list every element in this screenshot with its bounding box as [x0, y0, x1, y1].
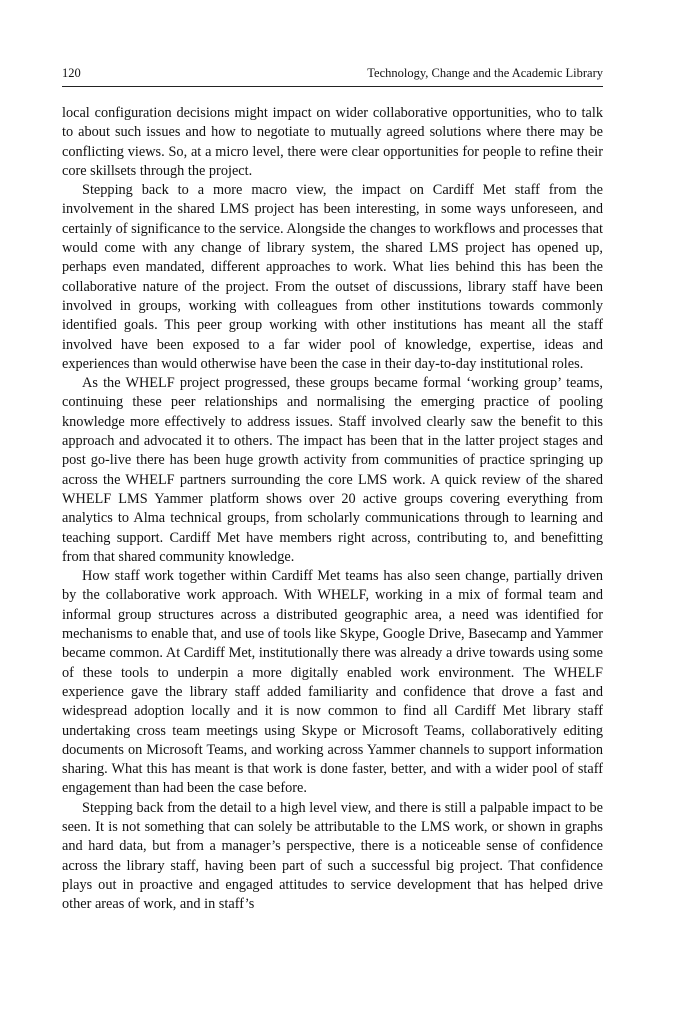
paragraph: Stepping back to a more macro view, the impact on Cardiff Met staff from the involvement in the shared LMS project has been interesting, in some ways unforeseen, and certainly of significance to the service. Alongside the changes to workflows and processes that would come with any change of library system, the shared LMS project has opened up, perhaps even mandated, different approaches to work. What lies behind this has been the collaborative nature of the project. From the outset of discussions, library staff have been involved in groups, working with colleagues from other institutions towards commonly identified goals. This peer group working with other institutions has meant all the staff involved have been exposed to a far wider pool of knowledge, expertise, ideas and experiences than would otherwise have been the case in their day-to-day institutional roles. [62, 182, 603, 372]
running-header [62, 64, 603, 87]
paragraph: As the WHELF project progressed, these groups became formal ‘working group’ teams, continuing these peer relationships and normalising the emerging practice of pooling knowledge more effectively to address issues. Staff involved clearly saw the benefit to this approach and advocated it to others. The impact has been that in the latter project stages and post go-live there has been huge growth activity from communities of practice springing up across the WHELF partners surrounding the core LMS work. A quick review of the shared WHELF LMS Yammer platform shows over 20 active groups covering everything from analytics to Alma technical groups, from scholarly communications through to learning and teaching support. Cardiff Met have members right across, contributing to, and benefitting from that shared community knowledge. [62, 375, 603, 565]
body-text [62, 104, 603, 914]
running-title: Technology, Change and the Academic Library [367, 66, 603, 80]
paragraph-continued: local configuration decisions might impact on wider collaborative opportunities, who to talk to about such issues and how to negotiate to mutually agreed solutions where there may be conflicting views. So, at a micro level, there were clear opportunities for people to refine their core skillsets through the project. [62, 105, 603, 179]
paragraph: Stepping back from the detail to a high level view, and there is still a palpable impact to be seen. It is not something that can solely be attributable to the LMS work, or shown in graphs and hard data, but from a manager’s perspective, there is a noticeable sense of confidence across the library staff, having been part of such a successful big project. That confidence plays out in proactive and engaged attitudes to service development that has helped drive other areas of work, and in staff’s [62, 799, 603, 913]
page-number: 120 [62, 66, 81, 80]
paragraph: How staff work together within Cardiff Met teams has also seen change, partially driven by the collaborative work approach. With WHELF, working in a mix of formal team and informal group structures across a distributed geographic area, a need was identified for mechanisms to enable that, and use of tools like Skype, Google Drive, Basecamp and Yammer became common. At Cardiff Met, institutionally there was already a drive towards using some of these tools to underpin a more digitally enabled work environment. The WHELF experience gave the library staff added familiarity and confidence that drove a fast and widespread adoption locally and it is now common to find all Cardiff Met library staff undertaking cross team meetings using Skype or Microsoft Teams, collaboratively editing documents on Microsoft Teams, and working across Yammer channels to support information sharing. What this has meant is that work is done faster, better, and with a wider pool of staff engagement than had been the case before. [62, 568, 603, 797]
